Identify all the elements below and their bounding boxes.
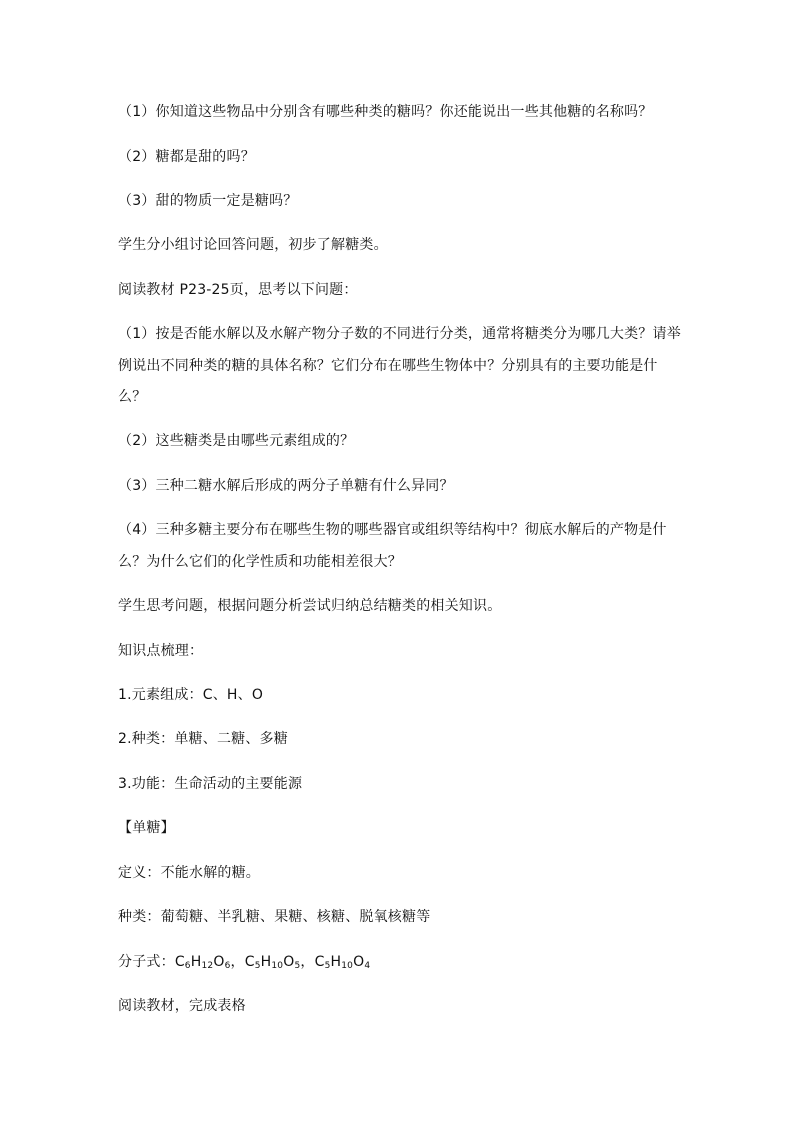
reading-instruction: 阅读教材 P23-25页，思考以下问题： [118,282,358,298]
student-activity-1: 学生分小组讨论回答问题，初步了解糖类。 [118,237,388,253]
table-instruction: 阅读教材，完成表格 [118,998,246,1014]
reading-question-3: （3）三种二糖水解后形成的两分子单糖有什么异同？ [118,478,454,494]
formula-label: 分子式： [118,954,175,970]
reading-question-4-line-1: （4）三种多糖主要分布在哪些生物的哪些器官或组织等结构中？彻底水解后的产物是什 [118,522,667,538]
reading-question-1-line-1: （1）按是否能水解以及水解产物分子数的不同进行分类，通常将糖类分为哪几大类？请举 [118,326,681,342]
question-3: （3）甜的物质一定是糖吗？ [118,193,298,209]
molecular-formula-line [118,954,678,970]
monosaccharide-definition: 定义：不能水解的糖。 [118,865,260,881]
monosaccharide-heading: 【单糖】 [118,820,175,836]
sugar-types: 2.种类：单糖、二糖、多糖 [118,731,288,747]
formula-separator: ， [230,954,245,970]
reading-question-4-line-2: 么？为什么它们的化学性质和功能相差很大？ [118,554,402,570]
reading-question-1-line-3: 么？ [118,389,147,405]
formula-pentose: $C_5H_{10}O_5$ [244,954,301,971]
reading-question-2: （2）这些糖类是由哪些元素组成的？ [118,433,355,449]
knowledge-heading: 知识点梳理： [118,643,204,659]
question-2: （2）糖都是甜的吗？ [118,149,255,165]
sugar-function: 3.功能：生命活动的主要能源 [118,776,303,792]
reading-question-1-line-2: 例说出不同种类的糖的具体名称？它们分布在哪些生物体中？分别具有的主要功能是什 [118,358,658,374]
formula-separator: ， [300,954,315,970]
formula-deoxypentose: $C_5H_{10}O_4$ [314,954,371,971]
question-1: （1）你知道这些物品中分别含有哪些种类的糖吗？你还能说出一些其他糖的名称吗？ [118,104,653,120]
student-activity-2: 学生思考问题，根据问题分析尝试归纳总结糖类的相关知识。 [118,598,502,614]
monosaccharide-kinds: 种类：葡萄糖、半乳糖、果糖、核糖、脱氧核糖等 [118,909,431,925]
formula-hexose: $C_6H_{12}O_6$ [174,954,231,971]
element-composition: 1.元素组成：C、H、O [118,687,264,703]
